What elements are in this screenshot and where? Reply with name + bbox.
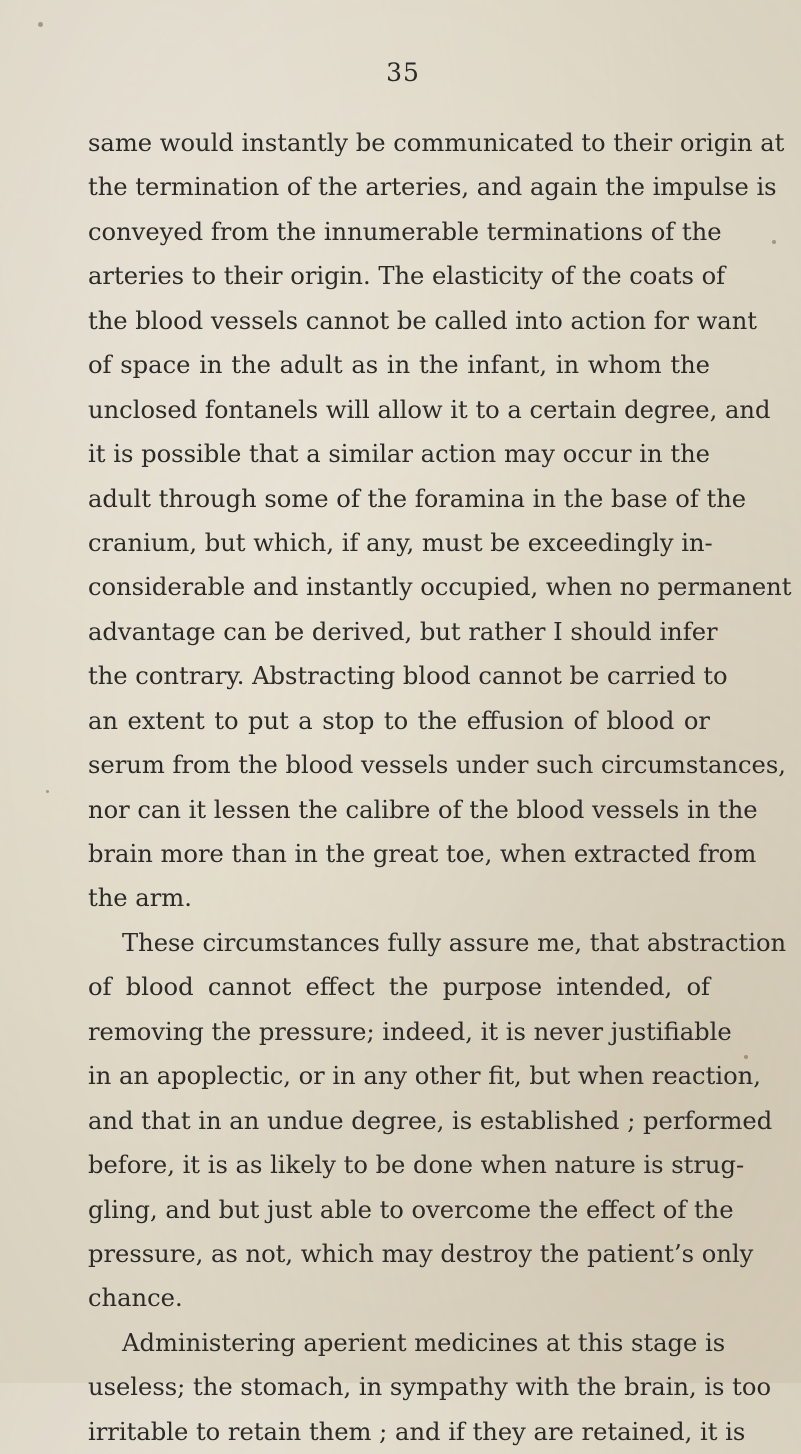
- text-line: it is possible that a similar action may occur in the: [88, 440, 710, 469]
- text-line: gling, and but just able to overcome the effect of the: [88, 1195, 734, 1224]
- paper-speck: [38, 22, 43, 27]
- paragraph-1: [88, 121, 792, 921]
- page-number: 35: [386, 58, 420, 87]
- paragraph-2: [88, 921, 787, 1321]
- text-line: unclosed fontanels will allow it to a certain degree, and: [88, 395, 771, 424]
- text-line: arteries to their origin. The elasticity of the coats of: [88, 262, 726, 291]
- text-line: the blood vessels cannot be called into action for want: [88, 306, 757, 335]
- text-line: serum from the blood vessels under such circumstances,: [88, 751, 786, 780]
- text-line: the arm.: [88, 884, 192, 913]
- text-line: the contrary. Abstracting blood cannot be carried to: [88, 662, 728, 691]
- text-line: conveyed from the innumerable terminations of the: [88, 217, 722, 246]
- paper-speck: [744, 1055, 748, 1059]
- text-line: the termination of the arteries, and again the impulse is: [88, 173, 777, 202]
- text-line: Administering aperient medicines at this stage is: [122, 1328, 726, 1357]
- text-line: advantage can be derived, but rather I should infer: [88, 617, 718, 646]
- text-line: cranium, but which, if any, must be exceedingly in-: [88, 528, 713, 557]
- text-line: These circumstances fully assure me, that abstraction: [122, 928, 787, 957]
- text-line: brain more than in the great toe, when extracted from: [88, 840, 757, 868]
- paper-speck: [46, 790, 49, 793]
- text-line: and that in an undue degree, is established ; performed: [88, 1106, 773, 1135]
- text-line: pressure, as not, which may destroy the patient’s only: [88, 1239, 754, 1268]
- text-line: of space in the adult as in the infant, in whom the: [88, 351, 710, 380]
- text-line: an extent to put a stop to the effusion of blood or: [88, 706, 710, 735]
- body-text: [88, 121, 792, 1454]
- paragraph-3: [88, 1321, 772, 1454]
- text-line: nor can it lessen the calibre of the blood vessels in the: [88, 795, 758, 824]
- text-line: same would instantly be communicated to their origin at: [88, 129, 785, 157]
- text-line: considerable and instantly occupied, when no permanent: [88, 573, 792, 602]
- text-line: in an apoplectic, or in any other fit, but when reaction,: [88, 1062, 761, 1091]
- text-line: adult through some of the foramina in the base of the: [88, 484, 747, 513]
- text-line: before, it is as likely to be done when nature is strug-: [88, 1151, 745, 1180]
- paper-speck: [772, 240, 776, 244]
- text-line: irritable to retain them ; and if they are retained, it is: [88, 1417, 746, 1446]
- text-line: useless; the stomach, in sympathy with the brain, is too: [88, 1373, 772, 1402]
- text-line: of blood cannot effect the purpose intended, of: [88, 973, 710, 1002]
- text-line: removing the pressure; indeed, it is never justifiable: [88, 1017, 732, 1046]
- text-line: chance.: [88, 1284, 183, 1313]
